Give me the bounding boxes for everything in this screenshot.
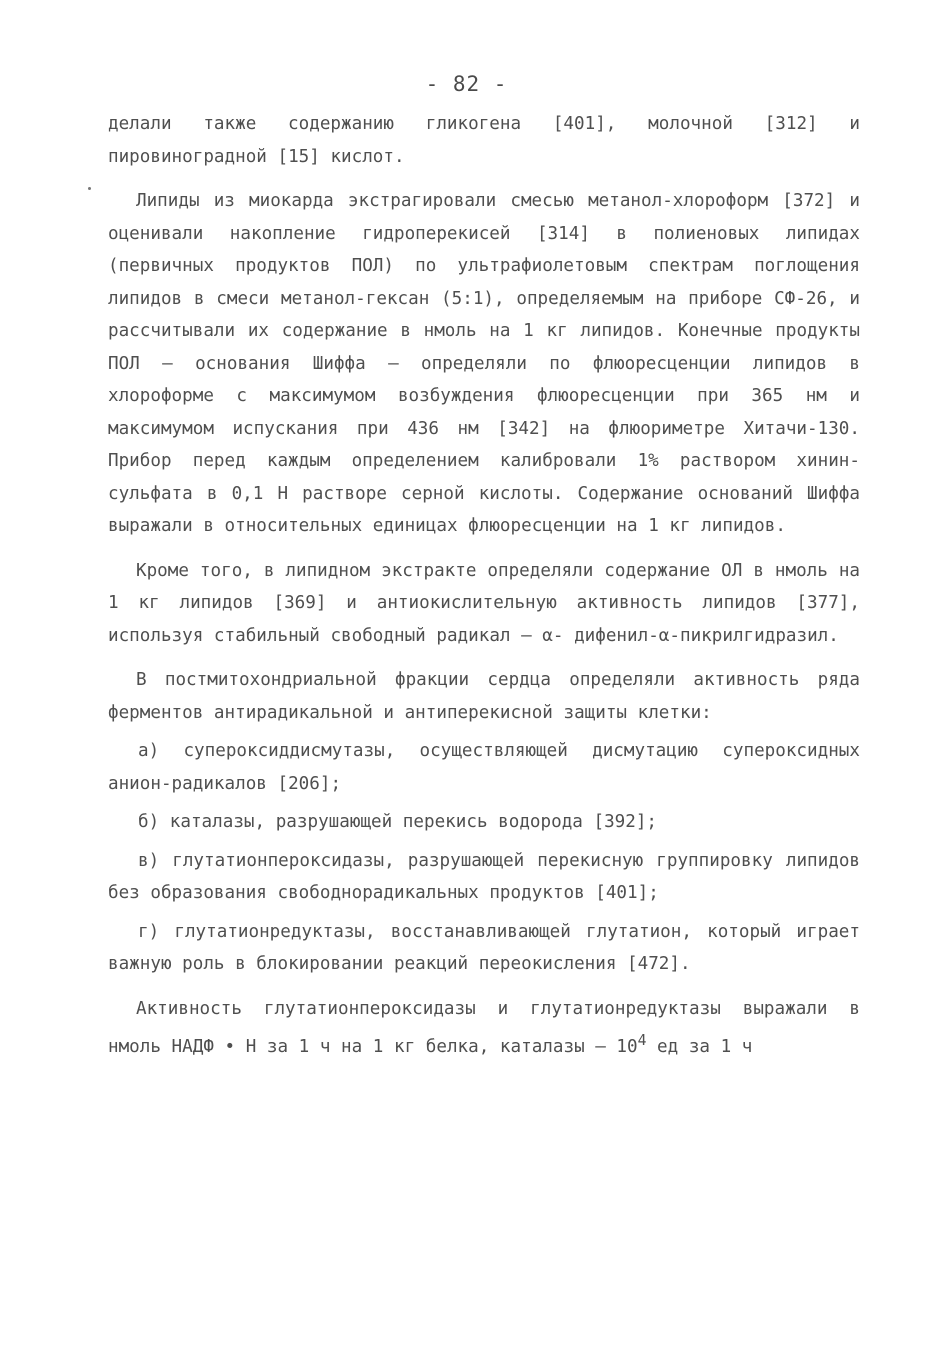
activity-text-before: Активность глутатионпероксидазы и глутатионредуктазы выражали в нмоль НАДФ • Н за 1 ч на 1 кг белка, каталазы – 10 — [108, 998, 860, 1057]
list-item-glutathione-peroxidase: в) глутатионпероксидазы, разрушающей перекисную группировку липидов без образования свободнорадикальных продуктов [401]; — [108, 850, 860, 903]
list-item-catalase: б) каталазы, разрушающей перекись водорода [392]; — [138, 812, 658, 832]
activity-text-after: ед за 1 ч — [646, 1036, 753, 1057]
list-item-glutathione-reductase: г) глутатионредуктазы, восстанавливающей глутатион, который играет важную роль в блокировании реакций переокисления [472]. — [108, 921, 860, 974]
paragraph-activity-units — [108, 993, 860, 1064]
page-number: - 82 - — [425, 72, 508, 96]
document-body — [108, 108, 860, 1063]
activity-superscript: 4 — [637, 1032, 647, 1049]
stray-mark — [88, 187, 91, 190]
list-item-sod: а) супероксиддисмутазы, осуществляющей дисмутацию супероксидных анион-радикалов [206]; — [108, 741, 860, 794]
paragraph-enzymes-intro: В постмитохондриальной фракции сердца определяли активность ряда ферментов антирадикальной и антиперекисной защиты клетки: — [108, 670, 860, 723]
paragraph-continuation: делали также содержанию гликогена [401], молочной [312] и пировиноградной [15] кислот. — [108, 114, 860, 167]
paragraph-lipid-extract: Кроме того, в липидном экстракте определяли содержание ОЛ в нмоль на 1 кг липидов [369] и антиокислительную активность липидов [377], используя стабильный свободный радикал – α- дифенил-α-пикрилгидразил. — [108, 560, 860, 646]
paragraph-lipid-extraction: Липиды из миокарда экстрагировали смесью метанол-хлороформ [372] и оценивали накопление гидроперекисей [314] в полиеновых липидах (первичных продуктов ПОЛ) по ультрафиолетовым спектрам поглощения липидов в смеси метанол-гексан (5:1), определяемым на приборе СФ-26, и рассчитывали их содержание в нмоль на 1 кг липидов. Конечные продукты ПОЛ – основания Шиффа – определяли по флюоресценции липидов в хлороформе с максимумом возбуждения флюоресценции при 365 нм и максимумом испускания при 436 нм [342] на флюориметре Хитачи-130. Прибор перед каждым определением калибровали 1% раствором хинин-сульфата в 0,1 Н растворе серной кислоты. Содержание оснований Шиффа выражали в относительных единицах флюоресценции на 1 кг липидов. — [108, 191, 860, 536]
